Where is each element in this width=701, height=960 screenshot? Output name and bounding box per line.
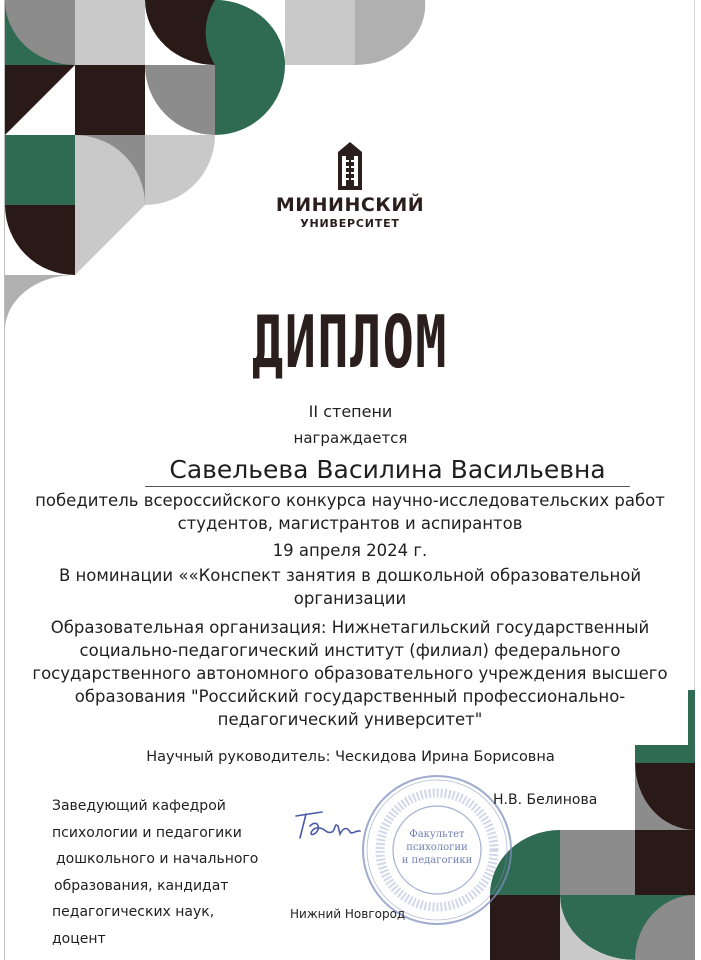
- tower-emblem-icon: [270, 142, 430, 192]
- signatory-position: [52, 793, 292, 952]
- organization-line-3: государственного автономного образовательного учреждения высшего: [32, 664, 668, 683]
- winner-description: [20, 489, 680, 535]
- position-line-2: психологии и педагогики: [52, 824, 242, 841]
- position-line-1: Заведующий кафедрой: [52, 798, 226, 814]
- nomination-line-1: В номинации ««Конспект занятия в дошкольной образовательной: [58, 566, 642, 585]
- awarded-text: награждается: [293, 429, 408, 447]
- organization: [20, 616, 680, 731]
- winner-line-1: победитель всероссийского конкурса научно-исследовательских работ: [35, 491, 665, 510]
- nomination-line-2: организации: [293, 589, 407, 608]
- handwritten-signature: [292, 804, 372, 844]
- signatory-name: Н.В. Белинова: [493, 792, 598, 808]
- winner-line-2: студентов, магистрантов и аспирантов: [177, 514, 523, 533]
- city: Нижний Новгород: [290, 907, 406, 921]
- organization-line-5: педагогический университет": [217, 710, 483, 729]
- document-title: ДИПЛОМ: [252, 300, 448, 384]
- nomination: [20, 564, 680, 610]
- logo-subtitle: УНИВЕРСИТЕТ: [300, 217, 400, 230]
- organization-line-4: образования "Российский государственный профессионально-: [74, 687, 626, 706]
- award-date: 19 апреля 2024 г.: [272, 541, 428, 560]
- position-line-3: дошкольного и начального: [56, 851, 259, 867]
- position-line-6: доцент: [52, 930, 106, 947]
- logo-name: МИНИНСКИЙ: [275, 194, 425, 216]
- supervisor: Научный руководитель: Ческидова Ирина Борисовна: [146, 749, 555, 765]
- position-line-4: образования, кандидат: [54, 877, 229, 894]
- organization-line-1: Образовательная организация: Нижнетагильский государственный: [50, 618, 650, 637]
- stamp-line-2: психологии: [406, 842, 468, 853]
- recipient-name: Савельева Василина Васильевна: [145, 454, 630, 487]
- organization-line-2: социально-педагогический институт (филиал) федерального: [79, 641, 621, 660]
- stamp-line-1: Факультет: [409, 829, 465, 840]
- university-logo: [270, 142, 430, 234]
- position-line-5: педагогических наук,: [52, 904, 215, 920]
- stamp-line-3: и педагогики: [401, 855, 473, 866]
- degree-text: II степени: [308, 402, 393, 421]
